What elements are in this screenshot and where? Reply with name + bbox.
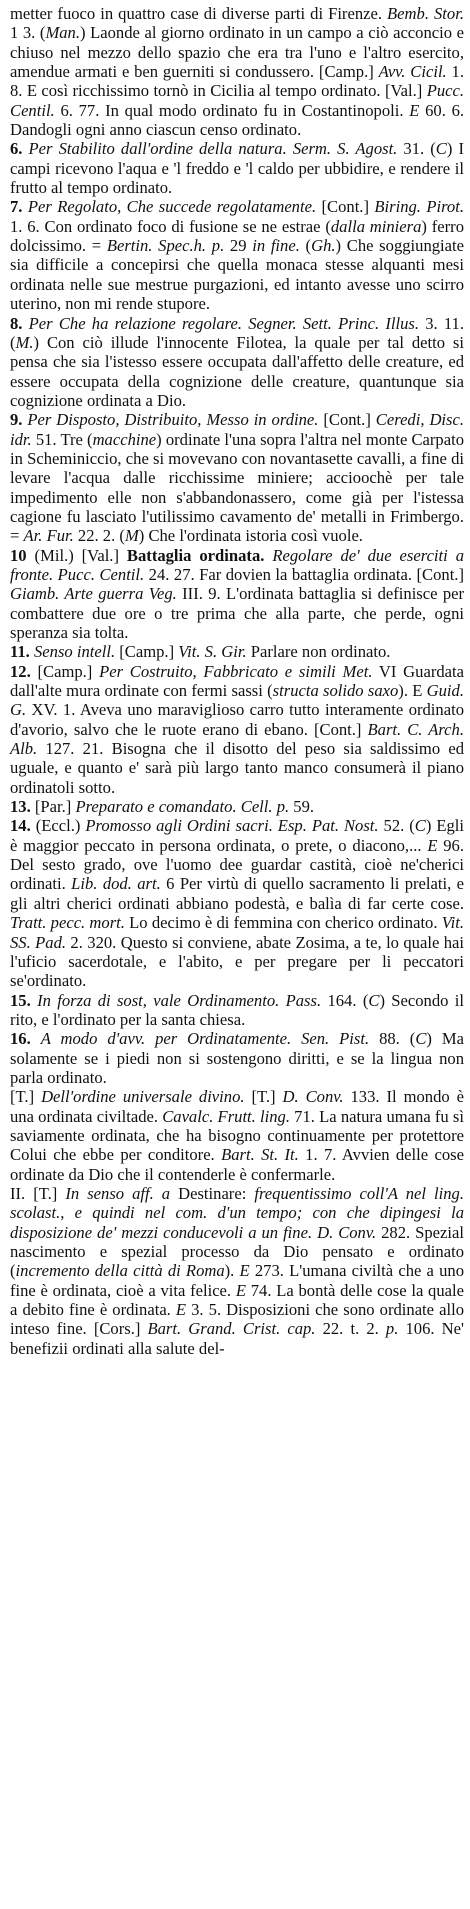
text-run: Bertin. Spec.h. p. [106,236,225,256]
text-run: Pucc. Centil. [10,81,464,120]
text-run: [T.] [244,1087,283,1107]
dictionary-paragraph [10,1184,464,1358]
text-run: Ceredi, Disc. idr. [10,410,465,449]
text-run: 51. Tre ( [31,429,93,449]
text-run: 96. Del sesto grado, ove l'uomo dee guardar castità, cioè ne'cherici ordinati. [10,835,465,894]
text-run: ) Laonde al giorno ordinato in un campo a ciò acconcio e chiuso nel mezzo dello spazio che era tra l'uno e l'altro esercito, amendue armati e ben guerniti si condussero. [Camp.] [10,23,464,82]
text-run: III. 9. L'ordinata battaglia si definisce per combattere due ore o tre prima che alla parte, che perde, ogni speranza sia tolta. [10,584,465,642]
text-run: 29 [224,236,253,256]
text-run: Vit. SS. Pad. [10,913,465,952]
text-run: Dell'ordine universale divino. [41,1087,245,1107]
dictionary-paragraph [10,991,464,1030]
text-run: Bart. St. It. [221,1145,299,1165]
text-run: ) Egli è maggior peccato in persona ordinata, o prete, o diacono,... [10,816,465,855]
text-run: E [239,1261,250,1281]
text-run: (Eccl.) [35,816,86,836]
dictionary-paragraph [10,139,464,197]
text-run: VI Guardata dall'alte mura ordinate con fermi sassi ( [10,661,464,701]
text-run: Bart. C. Arch. Alb. [10,719,464,759]
text-run: A modo d'avv. per Ordinatamente. Sen. Pist. [40,1029,370,1049]
dictionary-paragraph [10,197,464,313]
text-run: ) Secondo il rito, e l'ordinato per la santa chiesa. [10,990,465,1029]
text-run: 59. [289,797,315,817]
text-run: Per Costruito, Fabbricato e simili Met. [99,661,373,681]
dictionary-paragraph [10,4,464,139]
text-run: 1. 8. E così ricchissimo tornò in Cicilia al tempo ordinato. [Val.] [10,62,464,101]
text-run: Gh. [311,236,336,256]
text-run: macchine [92,429,157,449]
text-run: dalla miniera [330,216,422,236]
text-run: 1. 7. Avvien delle cose ordinate da Dio che il contenderle è confermarle. [10,1145,464,1184]
text-run: 2. 320. Questo si conviene, abate Zosima, a te, lo quale hai l'uficio sacerdotale, e l'abito, e per pregare per li peccatori se'ordinato. [10,932,464,991]
text-run: Per Regolato, Che succede regolatamente. [27,197,317,217]
text-run: 7. [10,197,28,217]
text-run: 106. Ne' benefizii ordinati alla salute del- [10,1319,464,1358]
text-run: Giamb. Arte guerra Veg. [10,584,177,604]
text-run: C [415,1029,427,1049]
text-run: Lib. dod. art. [71,874,161,894]
text-run: 71. La natura umana fu sì saviamente ordinata, che ha bisogno continuamente per protettore Colui che ebbe per conditore. [10,1106,464,1165]
text-run: ) ferro dolcissimo. = [10,216,464,256]
text-run: incremento della città di Roma [15,1261,225,1281]
text-run: Bart. Grand. Crist. cap. [147,1319,316,1339]
text-run: Lo decimo è di femmina con cherico ordinato. [124,913,442,933]
text-run: C [368,990,380,1010]
text-run: D. Conv. [282,1087,344,1107]
text-run: Destinare: [170,1183,255,1203]
dictionary-paragraph [10,1029,464,1087]
text-run: structa solido saxo [272,681,399,701]
text-run: 88. ( [369,1029,416,1049]
text-run: C [414,816,426,836]
text-run: 133. Il mondo è una ordinata civiltade. [10,1087,464,1126]
text-run: 52. ( [378,816,415,836]
text-run: 60. 6. Dandogli ogni anno ciascun censo ordinato. [10,100,465,140]
text-run: Parlare non ordinato. [246,642,391,662]
text-run: Senso intell. [33,642,116,662]
text-run: (Mil.) [Val.] [34,545,127,565]
text-run: Bemb. Stor. [387,4,464,23]
text-run: 16. [10,1029,41,1049]
text-run: 15. [10,990,38,1010]
dictionary-paragraph [10,1087,464,1184]
dictionary-paragraph [10,797,464,816]
text-run: In senso aff. a [65,1183,171,1203]
text-run: 273. L'umana civiltà che a uno fine è ordinata, cioè a vita felice. [10,1261,464,1300]
text-run: [Camp.] [115,642,179,662]
text-run: in fine. [252,236,300,256]
text-run: ). E [398,681,427,701]
dictionary-paragraph [10,314,464,411]
text-run: ) Con ciò illude l'innocente Filotea, la quale per tal detto si pensa che sia l'istesso essere occupata dall'affetto delle creature, ed essere occupata della cognizione delle creature, quantunque sia cognizione ordinata a Dio. [10,332,464,410]
text-run: 3. 5. Disposizioni che sono ordinate allo inteso fine. [Cors.] [10,1300,464,1339]
text-run: II. [T.] [10,1183,66,1203]
text-run: Guid. G. [10,681,464,720]
text-run: ) Che l'ordinata istoria così vuole. [138,526,363,546]
dictionary-paragraph [10,642,464,661]
text-run: M [124,526,139,546]
text-run: 12. [10,661,38,681]
text-run: ) ordinate l'una sopra l'altra nel monte Carpato in Scheminiccio, che si movevano con novantasette cavalli, a fine di levare l'acqua dalle ricchissime miniere; accioochè per tale impedimento elle non s'abbandonassero, come già per l'istessa cagione fu lasciato l'utilissimo cavamento de' metalli in Frimbergo. = [10,429,465,546]
text-run: 6 Per virtù di quello sacramento li prelati, e gli altri cherici ordinati abbiano podestà, e balìa di far certe cose. [10,874,465,913]
text-run: ) I campi ricevono l'aqua e 'l freddo e 'l caldo per ubbidire, e rendere il frutto al tempo ordinato. [10,139,464,198]
text-run: Per Stabilito dall'ordine della natura. Serm. S. Agost. [28,139,398,159]
entry-list [10,4,464,1358]
text-run: Preparato e comandato. Cell. p. [75,797,290,817]
text-run: ). [224,1261,240,1281]
text-run: XV. 1. Aveva uno maraviglioso carro tutto interamente ordinato d'avorio, salvo che le ruote erano di ebano. [Cont.] [10,700,464,739]
text-run: 3. 11. ( [10,313,464,352]
text-run: ) Che soggiungiate sia difficile a concepirsi che quella monaca stesse alquanti mesi ordinata nelle sue mestrue purgazioni, ed intanto avesse uno scirro uterino, non mi rende stupore. [10,236,464,314]
text-run: 6. 77. In qual modo ordinato fu in Costantinopoli. [54,100,410,120]
text-run: Regolare de' due eserciti a fronte. Pucc. Centil. [10,545,464,584]
text-run: 24. 27. Far dovien la battaglia ordinata. [Cont.] [144,564,464,584]
dictionary-paragraph [10,816,464,990]
text-run: E [235,1280,246,1300]
text-run: Promosso agli Ordini sacri. Esp. Pat. Nost. [85,816,379,836]
text-run: Per Disposto, Distribuito, Messo in ordine. [27,410,319,430]
dictionary-paragraph [10,662,464,797]
text-run: 22. t. 2. [315,1319,386,1339]
dictionary-paragraph [10,410,464,545]
text-run: [T.] [10,1087,42,1107]
text-run: 127. 21. Bisogna che il disotto del peso sia saldissimo ed uguale, e quanto e' sarà più largo tanto manco consumerà il piano ordinatoli sotto. [10,739,464,797]
text-run: Ar. Fur. [23,526,74,546]
text-run: In forza di sost, vale Ordinamento. Pass. [37,990,322,1010]
text-run: Avv. Cicil. [378,62,447,82]
text-run: 8. [10,313,29,333]
text-run: [Par.] [34,797,76,817]
text-run: 74. La bontà delle cose la quale a debito fine è ordinata. [10,1280,464,1320]
text-run: 1. 6. Con ordinato foco di fusione se ne estrae ( [10,216,331,236]
text-run: [Cont.] [318,410,376,430]
text-run: frequentissimo coll'A nel ling. scolast., e quindi nel com. d'un tempo; con che dipingesi la disposizione de' mezzi conducevoli a un fine. D. Conv. [10,1183,464,1242]
text-run: metter fuoco in quattro case di diverse parti di Firenze. [10,4,388,23]
text-run: C [435,139,447,159]
text-run: 9. [10,410,28,430]
text-run: [Cont.] [316,197,375,217]
text-run: ( [299,236,312,256]
text-run: Man. [45,23,81,43]
text-run: Biring. Pirot. [374,197,464,217]
text-run: [Camp.] [37,661,100,681]
text-run: 11. [10,642,34,662]
text-run: p. [385,1319,399,1339]
text-run: ) Ma solamente se i piedi non si sostengono diritti, e se la lingua non parla ordinato. [10,1029,464,1087]
text-run: 1 3. ( [10,23,46,43]
text-run: E [409,100,420,120]
text-run: M. [15,332,34,352]
text-run: Per Che ha relazione regolare. Segner. Sett. Princ. Illus. [28,313,419,333]
dictionary-paragraph [10,546,464,643]
text-run: 164. ( [321,990,369,1010]
text-run: E [175,1300,187,1320]
text-run: 31. ( [397,139,436,159]
text-run: Battaglia ordinata. [126,545,265,565]
text-run: Vit. S. Gir. [178,642,247,662]
text-run: Tratt. pecc. mort. [10,913,125,933]
text-run: E [427,835,438,855]
text-run: 14. [10,816,36,836]
text-run: 10 [10,545,35,565]
text-run: 6. [10,139,29,159]
text-run: 282. Spezial nascimento e spezial processo da Dio pensato e ordinato ( [10,1222,464,1281]
text-run: 22. 2. ( [73,526,125,546]
text-run: Cavalc. Frutt. ling. [162,1106,290,1126]
text-run: 13. [10,797,35,817]
